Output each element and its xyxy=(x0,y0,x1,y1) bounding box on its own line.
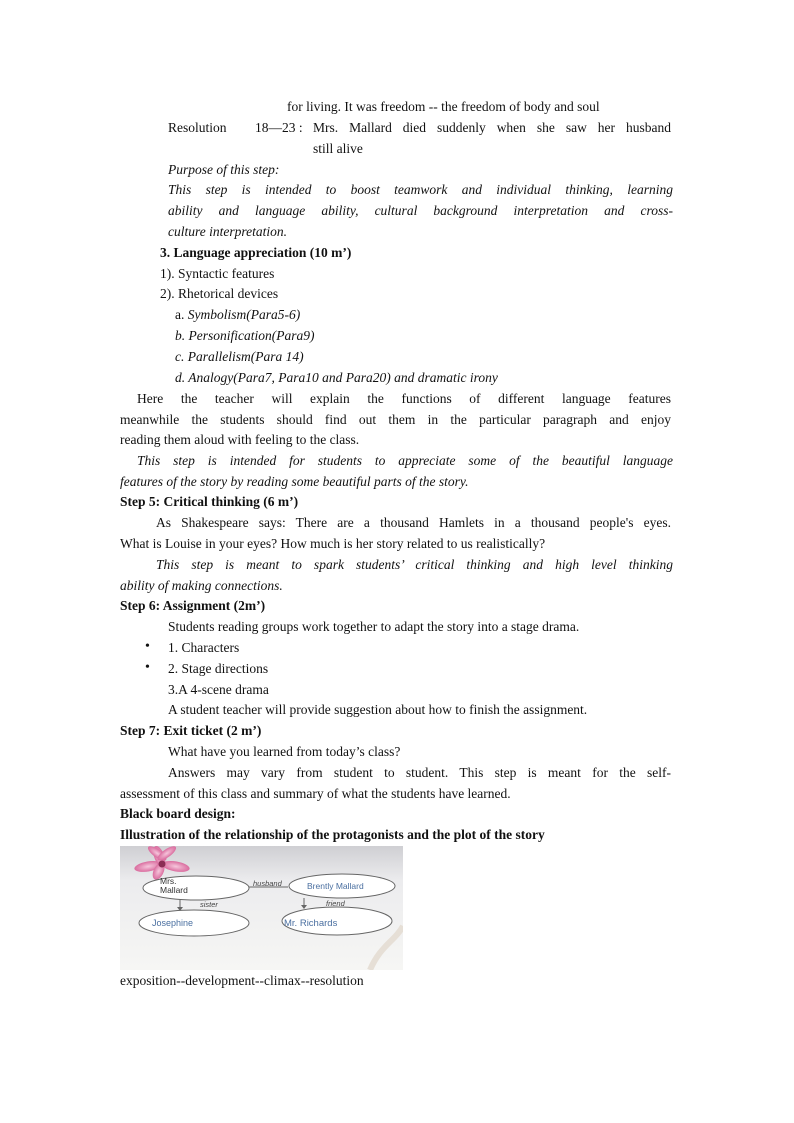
step-heading: Step 7: Exit ticket (2 m’) xyxy=(120,723,262,738)
resolution-range: 18—23 : xyxy=(255,120,303,135)
step-heading: Step 6: Assignment (2m’) xyxy=(120,598,266,613)
resolution-text: Mrs. Mallard died suddenly when she saw her husband xyxy=(313,120,671,135)
device-name: Symbolism(Para5-6) xyxy=(187,307,301,322)
body-text: Answers may vary from student to student. This step is meant for the self- xyxy=(168,765,671,780)
edge-label: husband xyxy=(253,879,282,888)
body-text-italic: This step is meant to spark students’ critical thinking and high level thinking xyxy=(156,557,673,572)
body-text-italic: ability of making connections. xyxy=(120,578,283,593)
list-item: 3.A 4-scene drama xyxy=(168,682,269,697)
body-text: assessment of this class and summary of what the students have learned. xyxy=(120,786,511,801)
bullet-icon: • xyxy=(145,660,150,675)
list-item xyxy=(175,307,300,323)
node-label-line: Mrs. xyxy=(160,876,177,886)
node-label: Brently Mallard xyxy=(307,881,364,891)
node-mrs-mallard xyxy=(143,876,249,900)
resolution-text-cont: still alive xyxy=(313,141,363,156)
list-item: b. Personification(Para9) xyxy=(175,328,315,343)
device-prefix: a. xyxy=(175,307,188,322)
body-text: reading them aloud with feeling to the class. xyxy=(120,432,360,447)
edge-label: friend xyxy=(326,899,345,908)
purpose-text: This step is intended to boost teamwork and individual thinking, learning xyxy=(168,182,673,197)
section-heading: Illustration of the relationship of the protagonists and the plot of the story xyxy=(120,827,545,842)
body-text: A student teacher will provide suggestion about how to finish the assignment. xyxy=(168,702,588,717)
body-text: What is Louise in your eyes? How much is her story related to us realistically? xyxy=(120,536,546,551)
edge-label: sister xyxy=(200,900,218,909)
node-label: Josephine xyxy=(152,918,194,928)
bullet-item: 2. Stage directions xyxy=(168,661,269,676)
relationship-diagram xyxy=(120,846,403,970)
body-text: Here the teacher will explain the functions of different language features xyxy=(137,391,671,406)
body-text-italic: This step is intended for students to appreciate some of the beautiful language xyxy=(137,453,673,468)
purpose-text: culture interpretation. xyxy=(168,224,287,239)
bullet-icon: • xyxy=(145,639,150,654)
list-item: c. Parallelism(Para 14) xyxy=(175,349,304,364)
section-heading: 3. Language appreciation (10 m’) xyxy=(160,245,352,260)
body-text: Students reading groups work together to adapt the story into a stage drama. xyxy=(168,619,580,634)
node-label: Mr. Richards xyxy=(284,918,338,929)
bullet-item: 1. Characters xyxy=(168,640,240,655)
list-item: d. Analogy(Para7, Para10 and Para20) and dramatic irony xyxy=(175,370,498,385)
purpose-title: Purpose of this step: xyxy=(168,162,280,177)
section-heading: Black board design: xyxy=(120,806,236,821)
list-item: 1). Syntactic features xyxy=(160,266,275,281)
body-text: meanwhile the students should find out them in the particular paragraph and enjoy xyxy=(120,412,671,427)
body-text-italic: features of the story by reading some beautiful parts of the story. xyxy=(120,474,469,489)
resolution-label: Resolution xyxy=(168,120,227,135)
list-item: 2). Rhetorical devices xyxy=(160,286,279,301)
step-heading: Step 5: Critical thinking (6 m’) xyxy=(120,494,299,509)
purpose-text: ability and language ability, cultural background interpretation and cross- xyxy=(168,203,673,218)
node-label-line: Mallard xyxy=(160,885,188,895)
plot-sequence: exposition--development--climax--resolution xyxy=(120,973,364,988)
text-line: for living. It was freedom -- the freedom of body and soul xyxy=(287,99,600,114)
body-text: What have you learned from today’s class? xyxy=(168,744,401,759)
body-text: As Shakespeare says: There are a thousand Hamlets in a thousand people's eyes. xyxy=(156,515,671,530)
